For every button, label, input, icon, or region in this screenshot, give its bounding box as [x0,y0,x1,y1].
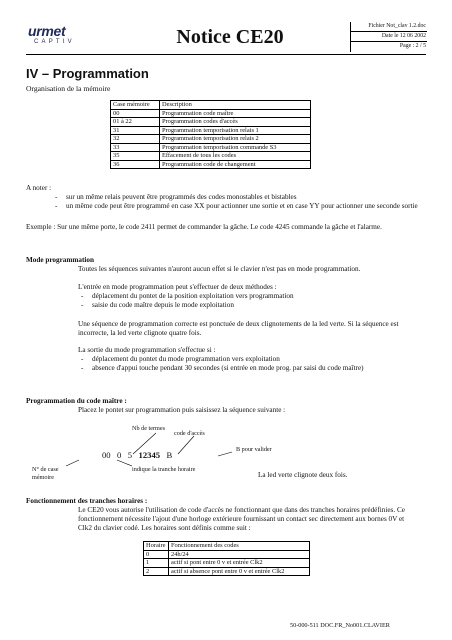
table-cell: Effacement de tous les codes [160,152,311,161]
seq-tranche: 0 [117,450,122,460]
table-cell: Programmation code de changement [160,160,311,169]
mode-title: Mode programmation [26,256,94,264]
label-case-memoire: N° de case mémoire [32,466,59,481]
table-cell: 0 [144,550,169,559]
label-nb-termes: Nb de termes [132,425,165,432]
table-header-cell: Horaire [144,542,169,551]
company-logo [28,24,98,50]
table-header-row [111,101,311,110]
table-row [111,160,311,169]
table-row [111,143,311,152]
table-header-cell: Case mémoire [111,101,160,110]
page-footer: 50-000-511 DOC.FR_No001.CLAVIER [290,622,390,629]
table-row [144,567,310,576]
table-cell: 1 [144,559,169,568]
note-label: A noter : [26,184,52,192]
table-row [144,559,310,568]
exit-list [78,355,428,373]
master-title: Programmation du code maître : [26,397,127,405]
table-row [111,109,311,118]
label-tranche: indique la tranche horaire [132,466,196,473]
seq-code: 12345 [138,450,161,460]
seq-case: 00 [102,450,111,460]
example-text: Exemple : Sur une même porte, le code 2411 permet de commander la gâche. Le code 4245 commande la gâche et l'alarme. [26,223,382,231]
tranches-title: Fonctionnement des tranches horaires : [26,497,148,505]
list-item: - déplacement du pontet de la position exploitation vers programmation [78,292,428,301]
logo-text: urmet [28,23,66,39]
note-block [26,184,426,211]
document-title: Notice CE20 [176,26,284,48]
table-row [111,126,311,135]
list-item: - un même code peut être programmé en case XX pour actionner une sortie et en case YY pour actionner une seconde sortie [52,202,426,211]
table-cell: Programmation codes d'accès [160,118,311,127]
document-meta [350,22,427,52]
table-cell: 32 [111,135,160,144]
tranches-table [143,541,310,576]
table-cell: 35 [111,152,160,161]
table-cell: 00 [111,109,160,118]
exit-block [78,346,428,373]
entry-block [78,283,428,310]
meta-date: Date le 12 06 2002 [351,32,427,42]
table-row [111,152,311,161]
table-cell: Programmation temporisation commande S3 [160,143,311,152]
label-led: La led verte clignote deux fois. [258,471,348,479]
table-cell: Programmation temporisation relais 2 [160,135,311,144]
table-cell: actif si absence pont entre 0 v et entrée Clk2 [169,567,310,576]
master-intro: Placez le pontet sur programmation puis saisissez la séquence suivante : [78,406,286,414]
seq-nb-termes: 5 [127,450,133,460]
list-item: - déplacement du pontet du mode programmation vers exploitation [78,355,428,364]
seq-validate: B [166,450,173,460]
table-header-cell: Description [160,101,311,110]
memory-table [110,100,311,169]
list-item: - saisie du code maître depuis le mode exploitation [78,301,428,310]
table-row [111,118,311,127]
table-header-cell: Fonctionnement des codes [169,542,310,551]
table-cell: 31 [111,126,160,135]
note-list [26,193,426,211]
table-row [111,135,311,144]
table-cell: actif si pont entre 0 v et entrée Clk2 [169,559,310,568]
section-title: IV – Programmation [26,66,149,81]
sequence-line [102,450,172,460]
list-item: - sur un même relais peuvent être programmés des codes monostables et bistables [52,193,426,202]
table-cell: 24h/24 [169,550,310,559]
entry-list [78,292,428,310]
label-b-valider: B pour valider [236,446,272,453]
tranches-paragraph: Le CE20 vous autorise l'utilisation de code d'accès ne fonctionnant que dans des tranches horaires prédéfinies. Ce fonctionnement nécessite l'ajout d'une horloge extérieure fournissant un contact sec directement aux bornes 0V et Clk2 du clavier codé. Les horaires sont définis comme suit : [78,506,405,532]
table-cell: 2 [144,567,169,576]
table-cell: 36 [111,160,160,169]
table-cell: 33 [111,143,160,152]
meta-page: Page : 2 / 5 [399,43,426,49]
section-subtitle: Organisation de la mémoire [26,84,111,93]
meta-file: Fichier Not_clav 1.2.doc [351,22,427,32]
logo-subtext: CAPTIV [34,39,75,45]
table-cell: Programmation temporisation relais 1 [160,126,311,135]
table-cell: Programmation code maître [160,109,311,118]
table-row [144,550,310,559]
table-cell: 01 à 22 [111,118,160,127]
mode-intro: Toutes les séquences suivantes n'auront aucun effet si le clavier n'est pas en mode programmation. [78,265,361,273]
table-header-row [144,542,310,551]
sequence-text: Une séquence de programmation correcte est ponctuée de deux clignotements de la led verte. Si la séquence est incorrecte, la led verte clignote quatre fois. [78,320,399,337]
exit-intro: La sortie du mode programmation s'effectue si : [78,346,216,354]
list-item: - absence d'appui touche pendant 30 secondes (si entrée en mode prog. par saisi du code maître) [78,364,428,373]
label-code-acces: code d'accès [174,430,205,437]
entry-intro: L'entrée en mode programmation peut s'effectuer de deux méthodes : [78,283,277,291]
